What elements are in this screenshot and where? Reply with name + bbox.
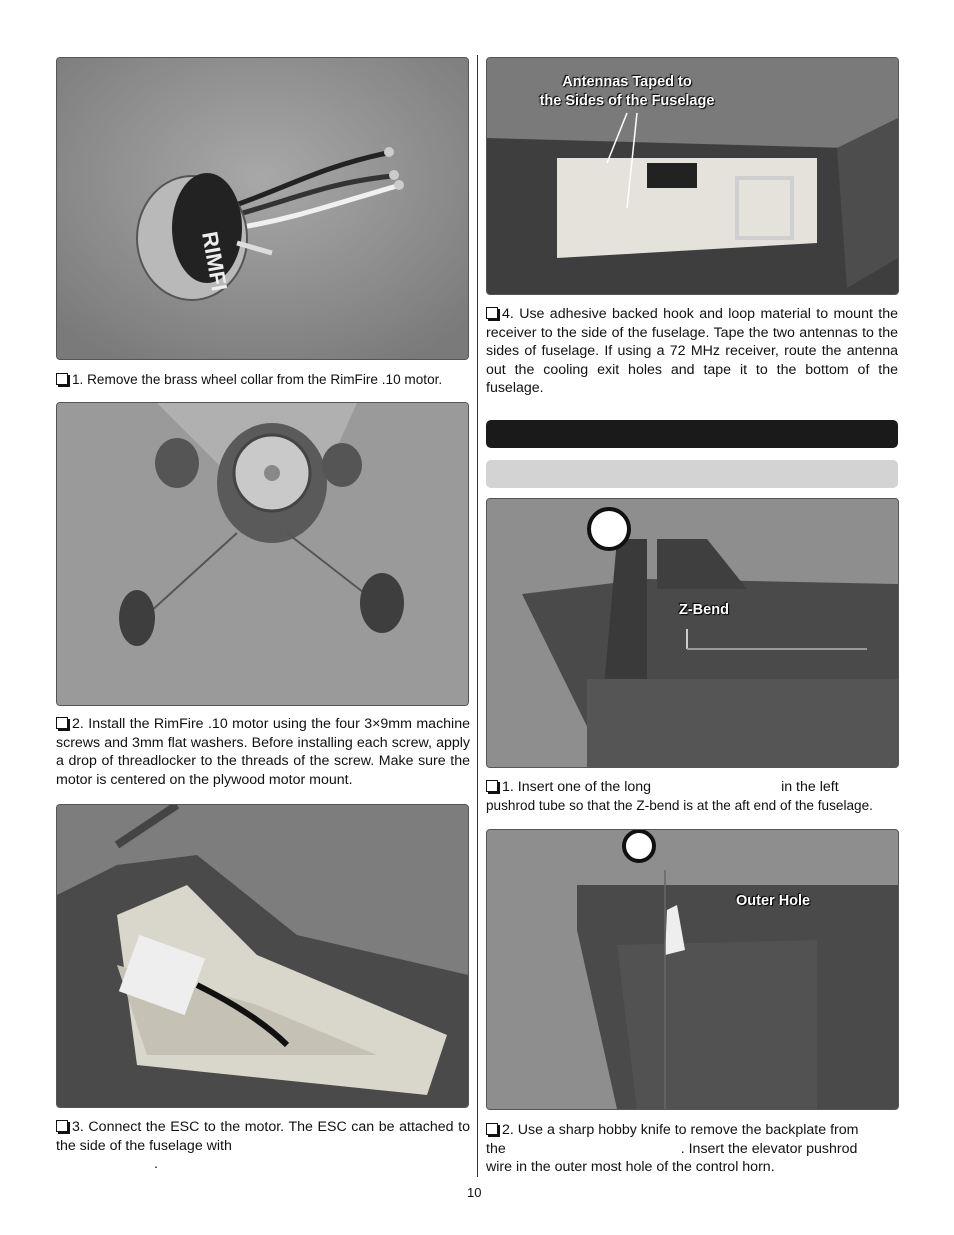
column-divider (477, 55, 478, 1177)
step-1-pushrod-caption: 1. Insert one of the long in the left pushrod tube so that the Z-bend is at the aft end of the fuselage. (486, 779, 873, 813)
section-header-bar (486, 420, 898, 448)
motor-photo (56, 57, 469, 360)
outer-hole-label: Outer Hole (736, 893, 811, 909)
checkbox-icon[interactable] (486, 307, 498, 319)
step-2-control-horn-caption: 2. Use a sharp hobby knife to remove the backplate from the . Insert the elevator pushrod wire in the outer most hole of the control horn. (486, 1122, 859, 1176)
motor-mount-photo (56, 402, 469, 706)
receiver-antenna-photo (486, 57, 899, 295)
motor-brand-text: RIMFI (197, 229, 233, 293)
checkbox-icon[interactable] (56, 717, 68, 729)
step-3-esc-caption: 3. Connect the ESC to the motor. The ESC can be attached to the side of the fuselage with . (56, 1119, 470, 1173)
checkbox-icon[interactable] (486, 1123, 498, 1135)
checkbox-icon[interactable] (56, 373, 68, 385)
page-number: 10 (467, 1185, 482, 1200)
step-4-receiver-caption: 4. Use adhesive backed hook and loop material to mount the receiver to the side of the fuselage. Tape the two antennas to the sides of fuselage. If using a 72 MHz receiver, route the antenna out the cooling exit holes and tape it to the bottom of the fuselage. (486, 306, 898, 397)
checkbox-icon[interactable] (486, 780, 498, 792)
outer-hole-photo (486, 829, 899, 1110)
z-bend-label: Z-Bend (679, 602, 729, 618)
z-bend-photo (486, 498, 899, 768)
antennas-label: Antennas Taped to the Sides of the Fuselage (539, 74, 715, 109)
esc-photo (56, 804, 469, 1108)
step-2-motor-caption: 2. Install the RimFire .10 motor using the four 3×9mm machine screws and 3mm flat washers. Before installing each screw, apply a drop of threadlocker to the threads of the screw. Make sure the motor is centered on the plywood motor mount. (56, 716, 470, 788)
checkbox-icon[interactable] (56, 1120, 68, 1132)
step-1-motor-caption: 1. Remove the brass wheel collar from the RimFire .10 motor. (56, 371, 470, 390)
subsection-header-bar (486, 460, 898, 488)
